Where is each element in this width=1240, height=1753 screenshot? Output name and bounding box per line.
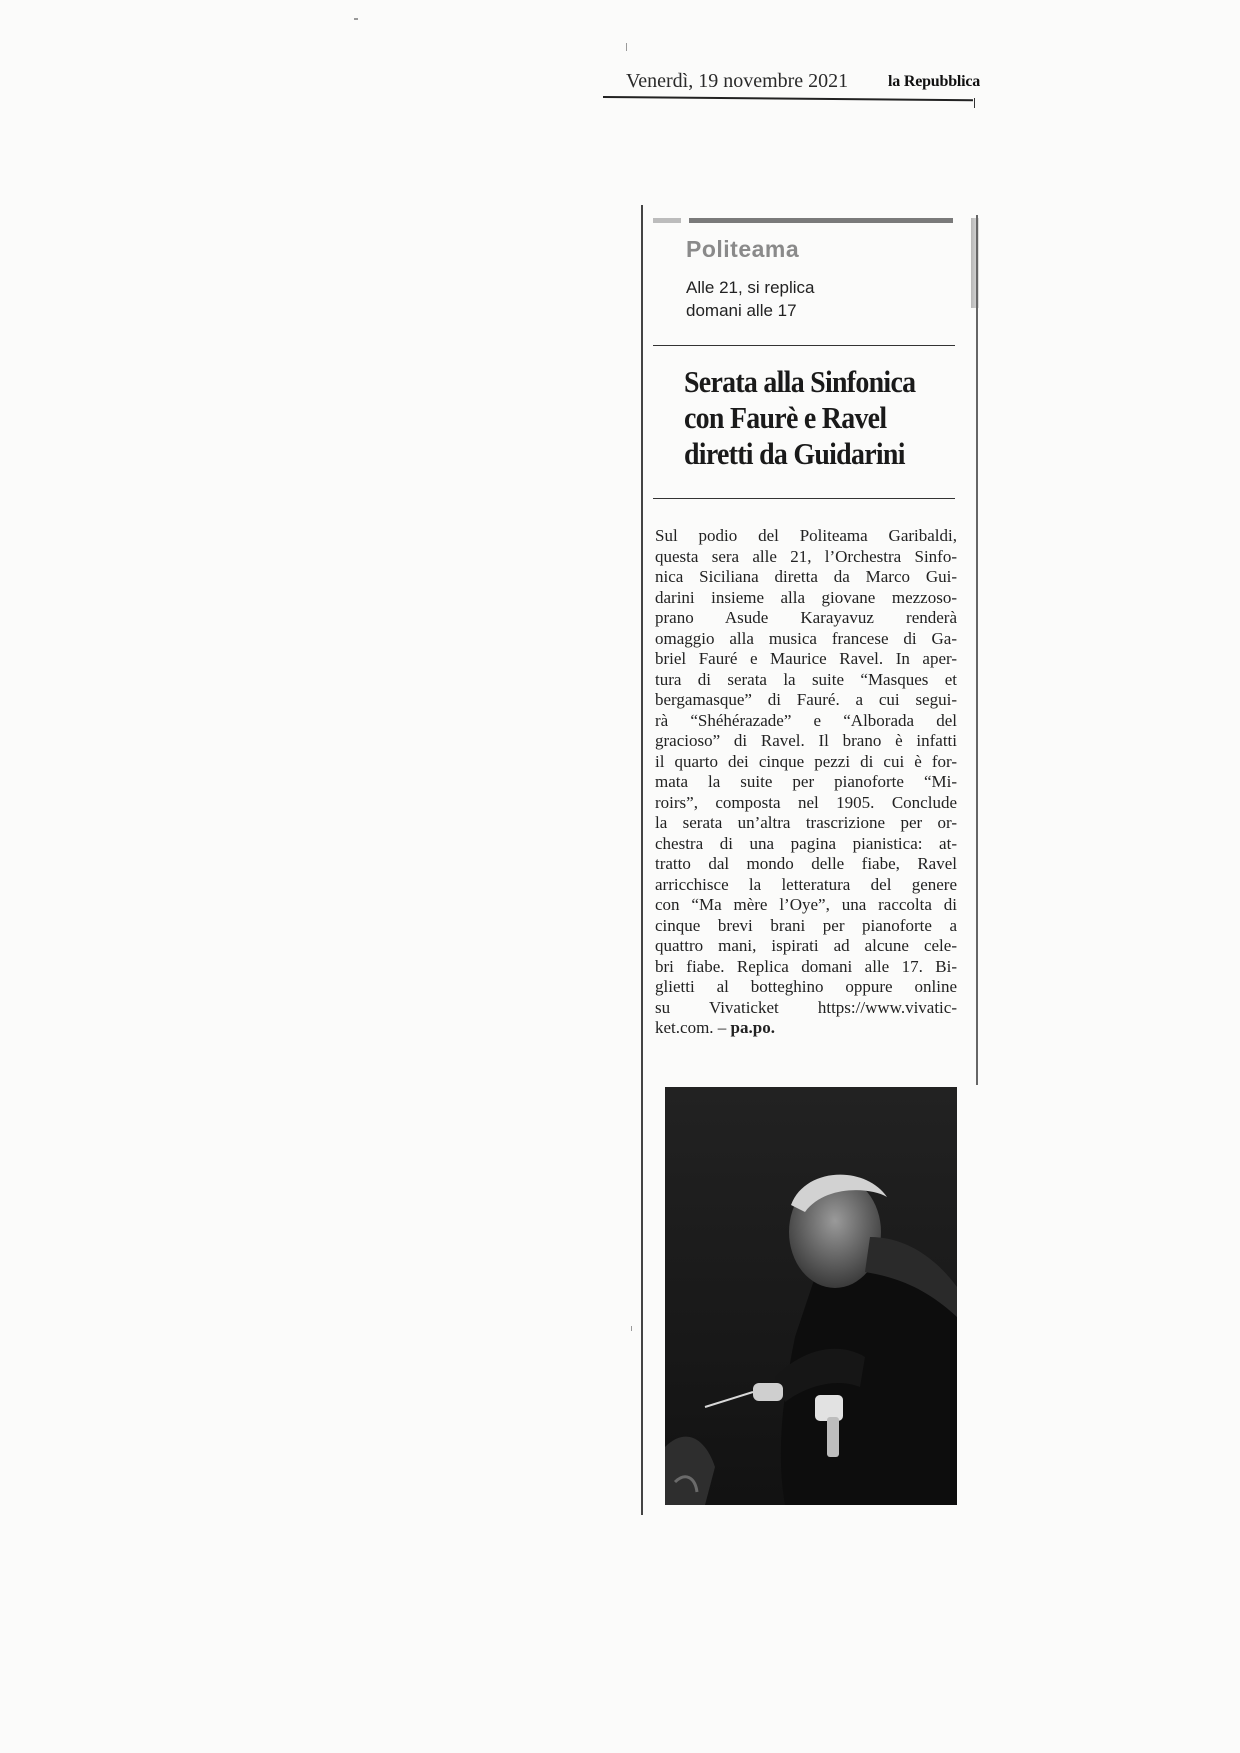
body-line: tratto dal mondo delle fiabe, Ravel <box>655 854 957 873</box>
body-line: su Vivaticket https://www.vivatic- <box>655 997 957 1017</box>
body-line: prano Asude Karayavuz renderà <box>655 608 957 627</box>
clipping-right-border <box>976 215 978 1085</box>
body-line: darini insieme alla giovane mezzoso- <box>655 587 957 607</box>
body-line: roirs”, composta nel 1905. Conclude <box>655 792 957 812</box>
body-line: il quarto dei cinque pezzi di cui è for- <box>655 751 957 771</box>
body-line: tura di serata la suite “Masques et <box>655 669 957 689</box>
headline-divider <box>653 498 955 499</box>
body-line-final <box>655 1018 957 1039</box>
newspaper-masthead: la Repubblica <box>888 73 981 90</box>
headline-line: diretti da Guidarini <box>684 436 905 471</box>
body-line: nica Siciliana diretta da Marco Gui- <box>655 567 957 586</box>
body-line: con “Ma mère l’Oye”, una raccolta di <box>655 895 957 914</box>
conductor-photo <box>665 1087 957 1505</box>
scan-speck <box>626 43 627 51</box>
page-header <box>603 62 981 102</box>
article-headline <box>684 364 945 472</box>
conductor-photo-illustration <box>665 1087 957 1505</box>
body-line: cinque brevi brani per pianoforte a <box>655 915 957 935</box>
body-line: rà “Shéhérazade” e “Alborada del <box>655 710 957 730</box>
body-line: gracioso” di Ravel. Il brano è infatti <box>655 731 957 750</box>
body-line: questa sera alle 21, l’Orchestra Sinfo- <box>655 546 957 566</box>
info-box-divider <box>653 345 955 346</box>
header-rule-tick <box>974 98 975 108</box>
schedule-info <box>686 276 886 322</box>
body-line: bergamasque” di Fauré. a cui segui- <box>655 690 957 709</box>
body-line: mata la suite per pianoforte “Mi- <box>655 772 957 791</box>
scan-speck <box>354 18 358 20</box>
headline-line: Serata alla Sinfonica <box>684 364 916 399</box>
body-line: chestra di una pagina pianistica: at- <box>655 833 957 853</box>
body-line: omaggio alla musica francese di Ga- <box>655 628 957 648</box>
venue-label: Politeama <box>686 236 800 262</box>
body-line: bri fiabe. Replica domani alle 17. Bi- <box>655 956 957 976</box>
author-signature: pa.po. <box>730 1018 775 1037</box>
clipping-left-border <box>641 205 643 1515</box>
body-line: la serata un’altra trascrizione per or- <box>655 813 957 832</box>
body-line-text: ket.com. – <box>655 1018 731 1037</box>
body-line: Sul podio del Politeama Garibaldi, <box>655 526 957 545</box>
schedule-line: Alle 21, si replica <box>686 278 815 297</box>
body-line: arricchisce la letteratura del genere <box>655 874 957 894</box>
header-rule <box>603 96 973 101</box>
publication-date: Venerdì, 19 novembre 2021 <box>626 70 849 92</box>
body-line: glietti al botteghino oppure online <box>655 977 957 996</box>
info-box-top-bar <box>653 218 953 223</box>
body-line: briel Fauré e Maurice Ravel. In aper- <box>655 649 957 668</box>
scan-speck <box>631 1326 632 1331</box>
headline-line: con Faurè e Ravel <box>684 400 887 435</box>
schedule-line: domani alle 17 <box>686 301 797 320</box>
article-body <box>655 526 957 1039</box>
body-line: quattro mani, ispirati ad alcune cele- <box>655 936 957 955</box>
